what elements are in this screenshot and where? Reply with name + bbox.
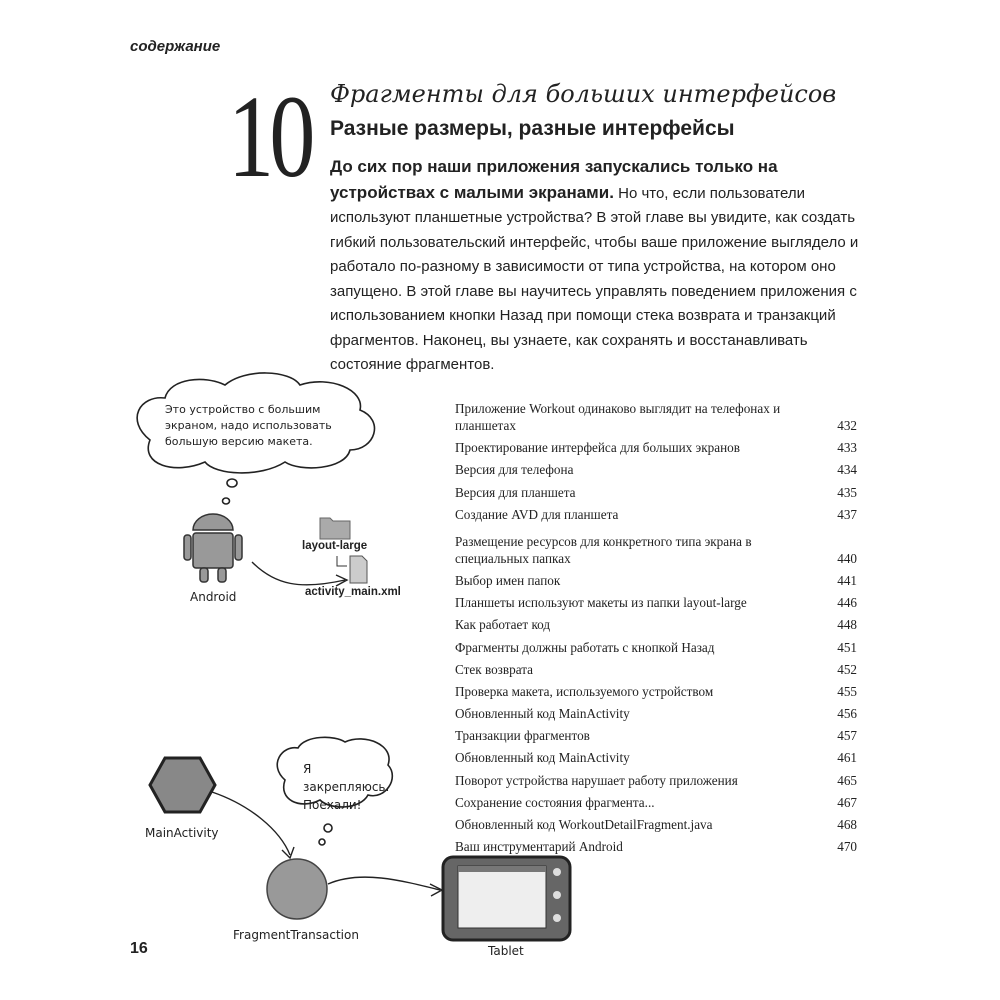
main-activity-hexagon-icon	[150, 758, 215, 812]
toc-entry-page: 467	[837, 794, 857, 810]
toc-entry-title: Как работает код	[455, 617, 551, 633]
connector-line	[337, 556, 347, 566]
tablet-icon	[443, 857, 570, 940]
chapter-number: 10	[228, 71, 311, 202]
toc-entry-page: 461	[837, 750, 857, 766]
toc-entry-page: 446	[837, 595, 857, 611]
arrow	[252, 562, 345, 585]
xml-file-icon	[350, 556, 367, 583]
toc-entry-page: 441	[837, 572, 857, 588]
fragment-transaction-label: FragmentTransaction	[233, 928, 359, 942]
chapter-subtitle: Разные размеры, разные интерфейсы	[330, 117, 735, 140]
toc-entry-page: 468	[837, 817, 857, 832]
toc-entry-title: Приложение Workout одинаково выглядит на телефонах и планшетах	[455, 401, 781, 433]
running-header: содержание	[130, 38, 221, 55]
toc-entry-title: Фрагменты должны работать с кнопкой Назад	[455, 639, 715, 655]
toc-entry-title: Поворот устройства нарушает работу приложения	[455, 772, 738, 788]
file-label: activity_main.xml	[305, 586, 401, 598]
toc-entry-page: 457	[837, 728, 857, 744]
toc-entry-title: Создание AVD для планшета	[455, 506, 619, 522]
toc-entry-page: 448	[837, 617, 857, 633]
intro-bold: До сих пор наши приложения запускались только на устройствах с малыми экранами.	[330, 157, 778, 202]
toc-entry-page: 452	[837, 661, 857, 677]
toc-entry-page: 433	[837, 440, 857, 456]
toc-entry-page: 432	[837, 418, 857, 433]
toc-entry-page: 434	[837, 462, 857, 478]
toc-entry-title: Проверка макета, используемого устройством	[455, 683, 714, 699]
toc-entry-title: Обновленный код MainActivity	[455, 750, 630, 766]
toc-entry-title: Обновленный код WorkoutDetailFragment.java	[455, 817, 713, 832]
toc-entry-title: Обновленный код MainActivity	[455, 706, 630, 722]
toc-entry-page: 451	[837, 639, 857, 655]
toc-entry-page: 435	[837, 484, 857, 500]
toc-entry-page: 437	[837, 506, 857, 522]
toc-entry-title: Размещение ресурсов для конкретного типа экрана в специальных папках	[455, 533, 752, 566]
toc-entry-title: Транзакции фрагментов	[455, 728, 590, 744]
toc-entry-title: Выбор имен папок	[455, 572, 561, 588]
fragment-transaction-sphere-icon	[267, 859, 327, 919]
bubble-2-text: Я закрепляюсь. Поехали!	[303, 762, 390, 812]
folder-label: layout-large	[302, 540, 368, 552]
toc-entry-title: Версия для планшета	[455, 484, 576, 500]
toc-entry-title: Проектирование интерфейса для больших экранов	[455, 440, 740, 456]
toc-entry-title: Сохранение состояния фрагмента...	[455, 794, 655, 810]
toc-entry-title: Планшеты используют макеты из папки layout-large	[455, 595, 747, 611]
toc-entry-title: Стек возврата	[455, 661, 533, 677]
page-number: 16	[130, 940, 148, 957]
chapter-title: Фрагменты для больших интерфейсов	[330, 80, 837, 108]
toc-entry-page: 470	[837, 839, 857, 855]
toc-entry-title: Версия для телефона	[455, 462, 574, 478]
android-robot-icon	[184, 514, 242, 582]
toc-entry-title: Ваш инструментарий Android	[455, 839, 623, 855]
android-label: Android	[190, 590, 237, 604]
toc-entry-page: 440	[837, 550, 857, 566]
bubble-1-text: Это устройство с большим экраном, надо использовать большую версию макета.	[165, 403, 332, 448]
tablet-label: Tablet	[488, 944, 524, 958]
main-activity-label: MainActivity	[145, 826, 219, 840]
toc-entry-page: 455	[837, 683, 857, 699]
toc-entry-page: 465	[837, 772, 857, 788]
intro-text: Но что, если пользователи используют планшетные устройства? В этой главе вы увидите, как создать гибкий пользовательский интерфейс, чтобы ваше приложение выглядело и работало по-разному в зависимости от типа устройства, на котором оно запущено. В этой главе вы научитесь управлять поведением приложения с использованием кнопки Назад при помощи стека возврата и транзакций фрагментов. Наконец, вы узнаете, как сохранять и восстанавливать состояние фрагментов.	[330, 184, 859, 373]
folder-icon	[320, 518, 350, 539]
toc-entry-page: 456	[837, 706, 857, 722]
